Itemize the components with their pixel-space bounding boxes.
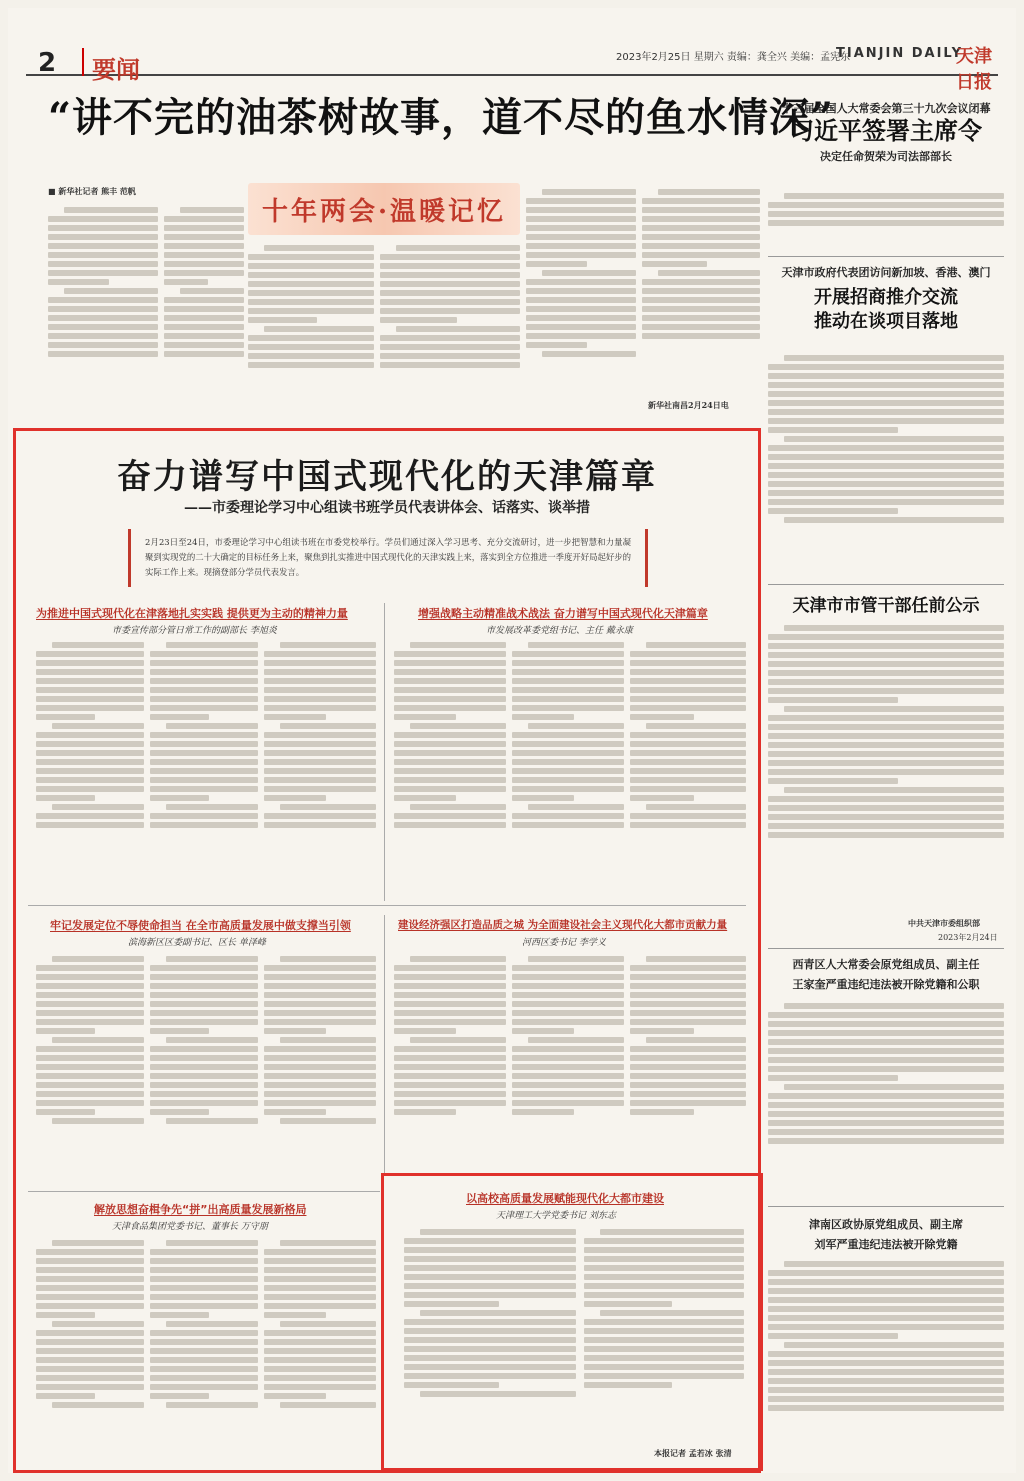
npc-subtitle: 决定任命贺荣为司法部部长 bbox=[820, 150, 952, 163]
news-xiqing-discipline bbox=[768, 956, 1004, 992]
xiqing-title-line1: 西青区人大常委会原党组成员、副主任 bbox=[792, 958, 980, 971]
brand-cn: 天津日报 bbox=[956, 46, 992, 93]
page-header bbox=[26, 20, 998, 93]
delegation-title-line2: 推动在谈项目落地 bbox=[814, 311, 958, 332]
section-name: 要闻 bbox=[92, 56, 140, 84]
feature-subtitle: ——市委理论学习中心组读书班学员代表讲体会、话落实、谈举措 bbox=[184, 500, 590, 516]
page-number: 2 bbox=[38, 48, 57, 78]
article-title: 增强战略主动精准战术战法 奋力谱写中国式现代化天津篇章 bbox=[418, 607, 708, 620]
article-author: 天津食品集团党委书记、董事长 万守朋 bbox=[112, 1222, 268, 1232]
delegation-body bbox=[768, 352, 1004, 578]
rule bbox=[768, 1206, 1004, 1207]
header-divider bbox=[82, 48, 84, 76]
article-author: 市发展改革委党组书记、主任 戴永康 bbox=[486, 626, 633, 636]
article-author: 滨海新区区委副书记、区长 单泽峰 bbox=[128, 938, 266, 948]
article-body bbox=[512, 639, 624, 897]
newspaper-page bbox=[8, 8, 1016, 1473]
lead-body-col2 bbox=[164, 204, 244, 412]
lead-body-col1 bbox=[48, 204, 158, 412]
npc-title: 习近平签署主席令 bbox=[790, 116, 982, 145]
article-body bbox=[150, 639, 258, 897]
article-body bbox=[394, 953, 506, 1173]
cadre-notice-body bbox=[768, 622, 1004, 908]
row-divider bbox=[28, 1191, 380, 1192]
jinnan-title-line1: 津南区政协原党组成员、副主席 bbox=[809, 1218, 963, 1231]
article-body bbox=[36, 953, 144, 1185]
article-body bbox=[36, 639, 144, 897]
article-body bbox=[630, 953, 746, 1173]
column-divider bbox=[384, 915, 385, 1173]
lead-body-col5 bbox=[526, 186, 636, 412]
article-title: 以高校高质量发展赋能现代化大都市建设 bbox=[466, 1192, 664, 1205]
jinnan-body bbox=[768, 1258, 1004, 1466]
brand-en: TIANJIN DAILY bbox=[836, 46, 964, 61]
npc-body bbox=[768, 190, 1004, 248]
xiqing-title-line2: 王家奎严重违纪违法被开除党籍和公职 bbox=[792, 978, 980, 991]
cadre-date: 2023年2月24日 bbox=[938, 933, 998, 942]
lead-body-col4 bbox=[380, 242, 520, 412]
feature-title: 奋力谱写中国式现代化的天津篇章 bbox=[117, 457, 657, 497]
article-body bbox=[512, 953, 624, 1173]
article-body bbox=[264, 953, 376, 1185]
row-divider bbox=[28, 905, 746, 906]
rule bbox=[768, 584, 1004, 585]
lead-headline: “讲不完的油茶树故事，道不尽的鱼水情深” bbox=[48, 94, 835, 141]
lead-body-col6 bbox=[642, 186, 760, 396]
article-body bbox=[150, 953, 258, 1185]
rule bbox=[768, 948, 1004, 949]
news-jinnan-discipline bbox=[768, 1216, 1004, 1252]
xiqing-body bbox=[768, 1000, 1004, 1198]
article-body bbox=[150, 1237, 258, 1465]
lead-byline: ■ 新华社记者 熊丰 范帆 bbox=[48, 187, 136, 196]
article-author: 河西区委书记 李学义 bbox=[522, 938, 606, 948]
feature-intro: 2月23日至24日，市委理论学习中心组读书班在市委党校举行。学员们通过深入学习思考、充分交流研讨，进一步把智慧和力量凝聚到实现党的二十大确定的目标任务上来，聚焦到扎实推进中国式现代化的天津实践上来，落实到全方位推进一季度开好局起好步的实际工作上来。现摘登部分学员代表发言。 bbox=[128, 529, 648, 587]
news-cadre-notice bbox=[768, 594, 1004, 618]
cadre-notice-title: 天津市市管干部任前公示 bbox=[792, 596, 980, 616]
article-body bbox=[584, 1226, 744, 1444]
delegation-title-line1: 开展招商推介交流 bbox=[814, 287, 958, 308]
date-editor-info: 2023年2月25日 星期六 责编：龚全兴 美编：孟宪东 bbox=[616, 52, 851, 63]
article-author: 市委宣传部分管日常工作的副部长 李旭炎 bbox=[112, 626, 277, 636]
column-divider bbox=[384, 603, 385, 901]
delegation-kicker: 天津市政府代表团访问新加坡、香港、澳门 bbox=[781, 266, 991, 279]
lead-body-col3 bbox=[248, 242, 374, 412]
news-delegation bbox=[768, 264, 1004, 334]
article-body bbox=[36, 1237, 144, 1465]
article-body bbox=[264, 639, 376, 897]
banner-text: 十年两会·温暖记忆 bbox=[261, 196, 507, 227]
article-author: 天津理工大学党委书记 刘东志 bbox=[496, 1211, 616, 1221]
npc-kicker: 十三届全国人大常委会第三十九次会议闭幕 bbox=[781, 102, 991, 115]
feature-end-credit: 本报记者 孟若冰 张清 bbox=[654, 1448, 732, 1458]
article-body bbox=[394, 639, 506, 897]
article-title: 建设经济强区打造品质之城 为全面建设社会主义现代化大都市贡献力量 bbox=[398, 919, 728, 931]
article-body bbox=[264, 1237, 376, 1465]
lead-banner bbox=[248, 183, 520, 235]
jinnan-title-line2: 刘军严重违纪违法被开除党籍 bbox=[814, 1238, 958, 1251]
article-body bbox=[630, 639, 746, 897]
highlight-box-university bbox=[381, 1173, 763, 1471]
news-npc-session bbox=[768, 100, 1004, 164]
cadre-signature: 中共天津市委组织部 bbox=[908, 918, 980, 928]
article-title: 为推进中国式现代化在津落地扎实实践 提供更为主动的精神力量 bbox=[36, 607, 348, 620]
article-body bbox=[404, 1226, 576, 1458]
lead-end-credit: 新华社南昌2月24日电 bbox=[648, 400, 729, 410]
rule bbox=[768, 256, 1004, 257]
article-title: 解放思想奋楫争先“拼”出高质量发展新格局 bbox=[94, 1203, 307, 1216]
article-title: 牢记发展定位不辱使命担当 在全市高质量发展中做支撑当引领 bbox=[50, 919, 351, 932]
